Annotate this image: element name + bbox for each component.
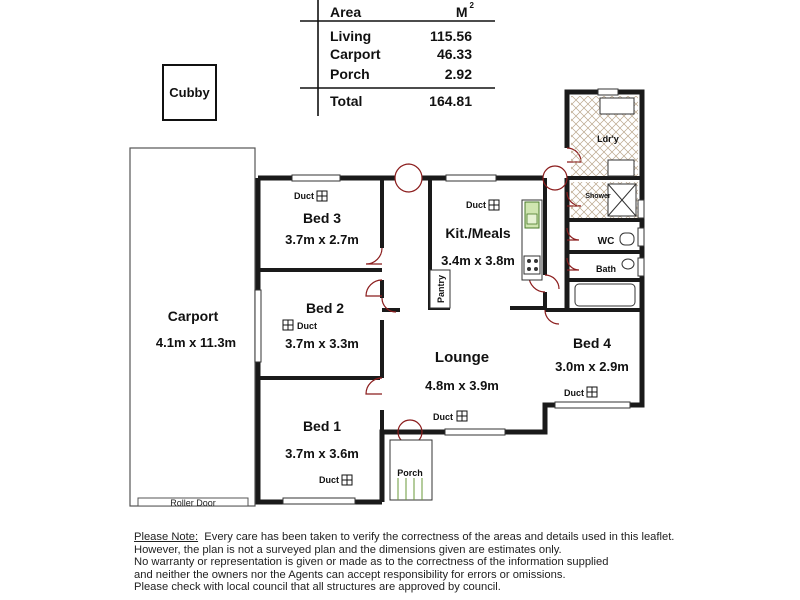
duct-label: Duct (433, 412, 453, 422)
bed2-size: 3.7m x 3.3m (285, 336, 359, 351)
duct-label: Duct (319, 475, 339, 485)
duct-kitchen (466, 200, 499, 210)
doors (366, 148, 581, 444)
area-unit-superscript: 2 (469, 1, 474, 11)
duct-label: Duct (564, 388, 584, 398)
disclaimer-line-5: Please check with local council that all structures are approved by council. (134, 581, 501, 594)
carport-label: Carport (167, 308, 219, 324)
duct-bed3 (294, 191, 327, 201)
bed4-size: 3.0m x 2.9m (555, 359, 629, 374)
duct-label: Duct (466, 200, 486, 210)
bed4-label: Bed 4 (572, 335, 612, 351)
pantry-label: Pantry (436, 274, 446, 303)
roller-door-label: Roller Door (170, 498, 216, 508)
area-header-label: Area (330, 4, 362, 20)
area-row-label: Porch (330, 66, 370, 82)
duct-label: Duct (294, 191, 314, 201)
porch-label: Porch (397, 468, 423, 478)
area-row-value: 115.56 (429, 28, 472, 44)
duct-label: Duct (297, 321, 317, 331)
disclaimer (134, 531, 694, 594)
disclaimer-line-1 (134, 531, 694, 544)
duct-icon (317, 191, 327, 201)
wc-label: WC (597, 236, 615, 247)
duct-icon (457, 411, 467, 421)
bed3-label: Bed 3 (302, 210, 342, 226)
lounge-label: Lounge (434, 349, 490, 366)
disclaimer-heading: Please Note: (134, 531, 199, 543)
duct-bed1 (319, 475, 352, 485)
bed1-size: 3.7m x 3.6m (285, 446, 359, 461)
area-total-label: Total (330, 93, 363, 109)
carport-size: 4.1m x 11.3m (155, 335, 237, 350)
area-row-label: Carport (330, 46, 381, 62)
bed2-label: Bed 2 (305, 300, 345, 316)
duct-icon (587, 387, 597, 397)
disclaimer-line-3: No warranty or representation is given or made as to the correctness of the information supplied (134, 556, 609, 569)
duct-icon (489, 200, 499, 210)
kitchen-size: 3.4m x 3.8m (441, 253, 515, 268)
duct-lounge (433, 411, 467, 422)
cubby-label: Cubby (169, 85, 210, 100)
lounge-size: 4.8m x 3.9m (425, 378, 499, 393)
area-total-value: 164.81 (429, 93, 472, 109)
area-unit-text: M (455, 4, 468, 20)
duct-icon (283, 320, 293, 330)
kitchen-label: Kit./Meals (445, 225, 511, 241)
shower-label: Shower (585, 193, 611, 200)
bed3-size: 3.7m x 2.7m (285, 232, 359, 247)
duct-bed2 (283, 320, 317, 331)
duct-icon (342, 475, 352, 485)
disclaimer-line-1-text: Every care has been taken to verify the correctness of the areas and details used in this leaflet. (198, 531, 675, 543)
carport-outline (130, 148, 255, 506)
area-row-value: 46.33 (436, 46, 472, 62)
kitchen-fixtures (522, 200, 542, 280)
bath-label: Bath (596, 264, 616, 274)
bed1-label: Bed 1 (302, 418, 342, 434)
duct-bed4 (564, 387, 597, 398)
laundry-label: Ldr'y (597, 134, 619, 144)
disclaimer-line-2: However, the plan is not a surveyed plan and the dimensions given are estimates only. (134, 543, 562, 556)
disclaimer-line-4: and neither the owners nor the Agents can accept responsibility for errors or omissions. (134, 568, 566, 581)
area-row-value: 2.92 (444, 66, 472, 82)
area-row-label: Living (330, 28, 372, 44)
